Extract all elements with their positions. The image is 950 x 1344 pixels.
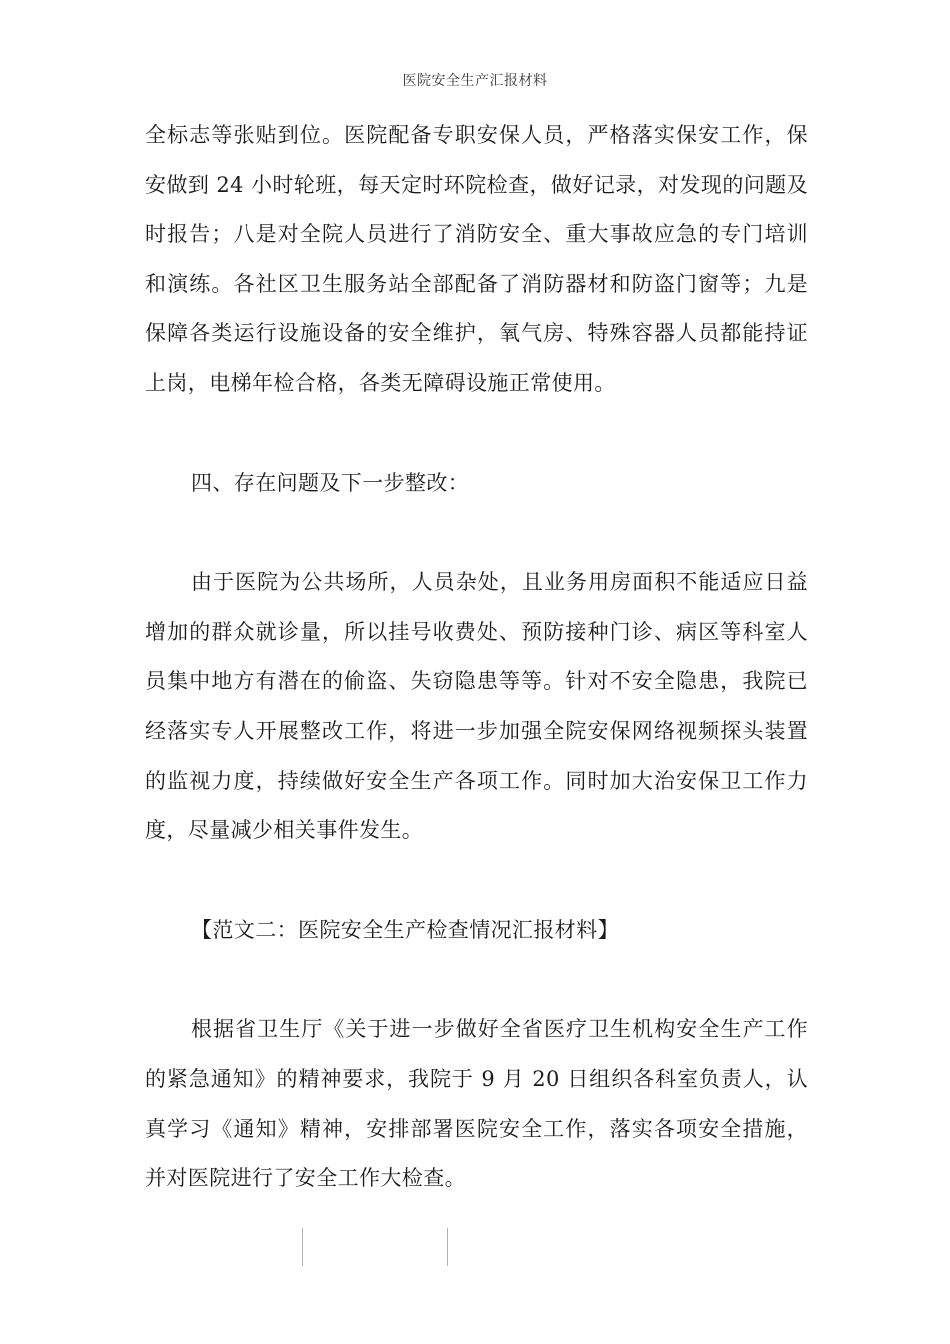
paragraph-safety-measures: 全标志等张贴到位。医院配备专职安保人员，严格落实保安工作，保安做到 24 小时轮班，每天定时环院检查，做好记录，对发现的问题及时报告；八是对全院人员进行了消防安全、重大事故应急的专门培训和演练。各社区卫生服务站全部配备了消防器材和防盗门窗等；九是保障各类运行设施设备的安全维护，氧气房、特殊容器人员都能持证上岗，电梯年检合格，各类无障碍设施正常使用。 (145, 123, 808, 395)
paragraph-gap (145, 856, 808, 906)
section-heading-problems: 四、存在问题及下一步整改： (191, 470, 470, 495)
paragraph-gap (145, 409, 808, 459)
page-header: 医院安全生产汇报材料 (402, 73, 548, 89)
footer-divider-left (302, 1228, 303, 1266)
footer-decoration (0, 1228, 950, 1268)
paragraph-problems-rectification: 由于医院为公共场所，人员杂处，且业务用房面积不能适应日益增加的群众就诊量，所以挂号收费处、预防接种门诊、病区等科室人员集中地方有潜在的偷盗、失窃隐患等等。针对不安全隐患，我院已经落实专人开展整改工作，将进一步加强全院安保网络视频探头装置的监视力度，持续做好安全生产各项工作。同时加大治安保卫工作力度，尽量减少相关事件发生。 (145, 570, 808, 843)
sample-two-heading: 【范文二：医院安全生产检查情况汇报材料】 (191, 917, 619, 942)
document-body (145, 111, 808, 1204)
paragraph-gap (145, 955, 808, 1005)
footer-divider-right (447, 1228, 448, 1266)
paragraph-gap (145, 508, 808, 558)
paragraph-inspection-notice: 根据省卫生厅《关于进一步做好全省医疗卫生机构安全生产工作的紧急通知》的精神要求，我院于 9 月 20 日组织各科室负责人，认真学习《通知》精神，安排部署医院安全工作，落实各项安全措施，并对医院进行了安全工作大检查。 (145, 1017, 808, 1191)
